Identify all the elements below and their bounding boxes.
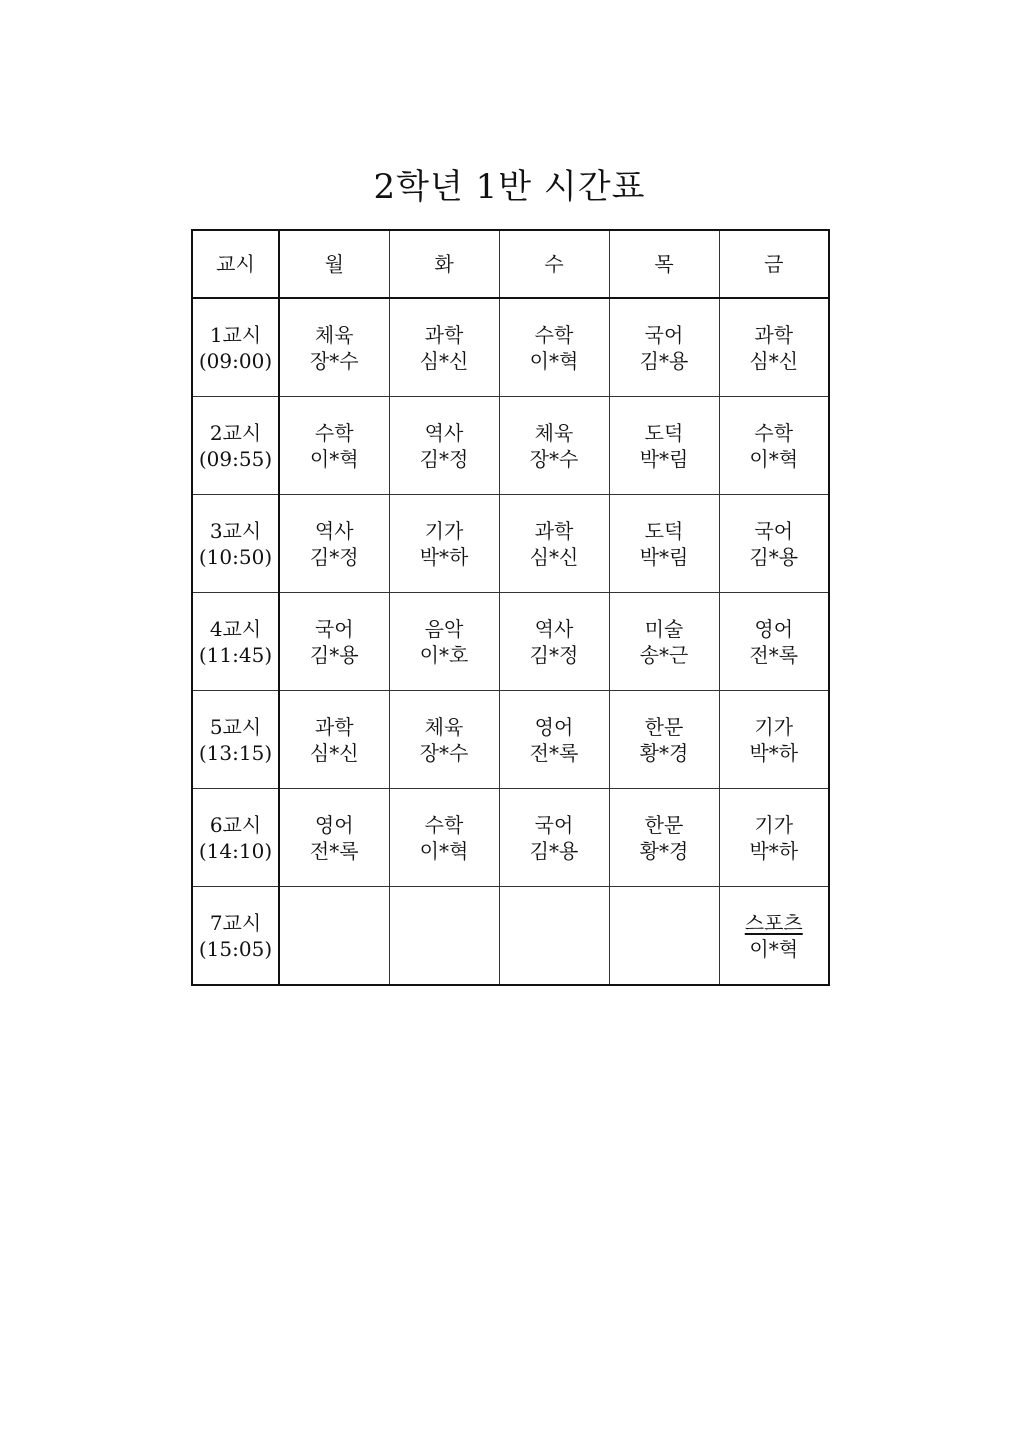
subject-name: 수학 (534, 322, 574, 347)
class-cell-fri (719, 495, 829, 593)
class-cell-mon (279, 298, 389, 397)
subject-name: 국어 (754, 518, 794, 543)
timetable-body (192, 298, 829, 985)
class-cell-wed (499, 593, 609, 691)
teacher-name: 김*정 (309, 544, 359, 569)
timetable-header (192, 230, 829, 298)
period-label: 6교시 (209, 812, 262, 837)
teacher-name: 심*신 (749, 348, 799, 373)
header-day-thu: 목 (609, 230, 719, 298)
class-cell-fri (719, 691, 829, 789)
subject-name: 국어 (314, 616, 354, 641)
teacher-name: 전*록 (749, 642, 799, 667)
class-cell-tue (389, 593, 499, 691)
class-cell-thu (609, 593, 719, 691)
period-cell (192, 887, 279, 986)
subject-name: 수학 (424, 812, 464, 837)
subject-name: 수학 (754, 420, 794, 445)
period-label: 1교시 (209, 322, 262, 347)
period-label: 2교시 (209, 420, 262, 445)
class-cell-tue (389, 495, 499, 593)
period-time: (13:15) (198, 740, 273, 765)
teacher-name: 김*용 (529, 838, 579, 863)
class-cell-wed (499, 691, 609, 789)
subject-name: 기가 (754, 812, 794, 837)
class-cell-fri (719, 397, 829, 495)
teacher-name: 박*림 (639, 544, 689, 569)
teacher-name: 송*근 (639, 642, 689, 667)
header-day-wed: 수 (499, 230, 609, 298)
subject-name: 영어 (534, 714, 574, 739)
header-row (192, 230, 829, 298)
table-row (192, 691, 829, 789)
subject-name: 기가 (424, 518, 464, 543)
period-time: (10:50) (198, 544, 273, 569)
period-label: 7교시 (209, 910, 262, 935)
teacher-name: 이*혁 (419, 838, 469, 863)
class-cell-thu (609, 298, 719, 397)
table-row (192, 887, 829, 986)
subject-name: 역사 (534, 616, 574, 641)
period-cell (192, 593, 279, 691)
class-cell-wed (499, 887, 609, 986)
period-cell (192, 691, 279, 789)
teacher-name: 박*하 (419, 544, 469, 569)
class-cell-tue (389, 789, 499, 887)
class-cell-tue (389, 887, 499, 986)
table-row (192, 298, 829, 397)
class-cell-thu (609, 691, 719, 789)
subject-name: 한문 (644, 714, 684, 739)
period-label: 4교시 (209, 616, 262, 641)
subject-name: 기가 (754, 714, 794, 739)
teacher-name: 김*용 (639, 348, 689, 373)
header-day-mon: 월 (279, 230, 389, 298)
subject-name: 영어 (754, 616, 794, 641)
period-time: (15:05) (198, 936, 273, 961)
period-time: (09:55) (198, 446, 273, 471)
teacher-name: 김*정 (419, 446, 469, 471)
subject-name: 수학 (314, 420, 354, 445)
class-cell-mon (279, 495, 389, 593)
class-cell-thu (609, 789, 719, 887)
teacher-name: 박*하 (749, 740, 799, 765)
subject-name: 스포츠 (744, 910, 803, 935)
teacher-name: 김*용 (309, 642, 359, 667)
subject-name: 미술 (644, 616, 684, 641)
class-cell-wed (499, 298, 609, 397)
header-day-tue: 화 (389, 230, 499, 298)
class-cell-mon (279, 593, 389, 691)
table-row (192, 593, 829, 691)
subject-name: 도덕 (644, 420, 684, 445)
period-cell (192, 789, 279, 887)
header-period: 교시 (192, 230, 279, 298)
subject-name: 한문 (644, 812, 684, 837)
teacher-name: 박*림 (639, 446, 689, 471)
subject-name: 과학 (424, 322, 464, 347)
teacher-name: 장*수 (529, 446, 579, 471)
table-row (192, 789, 829, 887)
teacher-name: 심*신 (419, 348, 469, 373)
period-time: (09:00) (198, 348, 273, 373)
teacher-name: 이*혁 (529, 348, 579, 373)
subject-name: 체육 (534, 420, 574, 445)
period-time: (14:10) (198, 838, 273, 863)
period-time: (11:45) (198, 642, 273, 667)
teacher-name: 전*록 (309, 838, 359, 863)
class-cell-thu (609, 495, 719, 593)
subject-name: 체육 (314, 322, 354, 347)
teacher-name: 황*경 (639, 740, 689, 765)
teacher-name: 박*하 (749, 838, 799, 863)
subject-name: 과학 (754, 322, 794, 347)
subject-name: 과학 (534, 518, 574, 543)
class-cell-wed (499, 495, 609, 593)
period-label: 5교시 (209, 714, 262, 739)
subject-name: 역사 (314, 518, 354, 543)
subject-name: 체육 (424, 714, 464, 739)
teacher-name: 전*록 (529, 740, 579, 765)
page-title: 2학년 1반 시간표 (373, 167, 646, 207)
period-label: 3교시 (209, 518, 262, 543)
class-cell-fri (719, 789, 829, 887)
table-row (192, 397, 829, 495)
class-cell-wed (499, 789, 609, 887)
timetable (191, 229, 830, 986)
teacher-name: 이*호 (419, 642, 469, 667)
subject-name: 영어 (314, 812, 354, 837)
teacher-name: 심*신 (529, 544, 579, 569)
class-cell-mon (279, 397, 389, 495)
table-row (192, 495, 829, 593)
class-cell-tue (389, 397, 499, 495)
class-cell-mon (279, 789, 389, 887)
teacher-name: 김*정 (529, 642, 579, 667)
header-day-fri: 금 (719, 230, 829, 298)
subject-name: 역사 (424, 420, 464, 445)
subject-name: 도덕 (644, 518, 684, 543)
class-cell-thu (609, 887, 719, 986)
period-cell (192, 495, 279, 593)
class-cell-fri (719, 887, 829, 986)
teacher-name: 장*수 (419, 740, 469, 765)
class-cell-mon (279, 887, 389, 986)
subject-name: 국어 (534, 812, 574, 837)
teacher-name: 김*용 (749, 544, 799, 569)
teacher-name: 심*신 (309, 740, 359, 765)
subject-name: 과학 (314, 714, 354, 739)
subject-name: 국어 (644, 322, 684, 347)
period-cell (192, 298, 279, 397)
class-cell-tue (389, 691, 499, 789)
teacher-name: 장*수 (309, 348, 359, 373)
subject-name: 음악 (424, 616, 464, 641)
class-cell-fri (719, 298, 829, 397)
period-cell (192, 397, 279, 495)
class-cell-wed (499, 397, 609, 495)
class-cell-thu (609, 397, 719, 495)
teacher-name: 이*혁 (749, 446, 799, 471)
class-cell-tue (389, 298, 499, 397)
teacher-name: 이*혁 (309, 446, 359, 471)
class-cell-fri (719, 593, 829, 691)
teacher-name: 황*경 (639, 838, 689, 863)
class-cell-mon (279, 691, 389, 789)
teacher-name: 이*혁 (749, 936, 799, 961)
